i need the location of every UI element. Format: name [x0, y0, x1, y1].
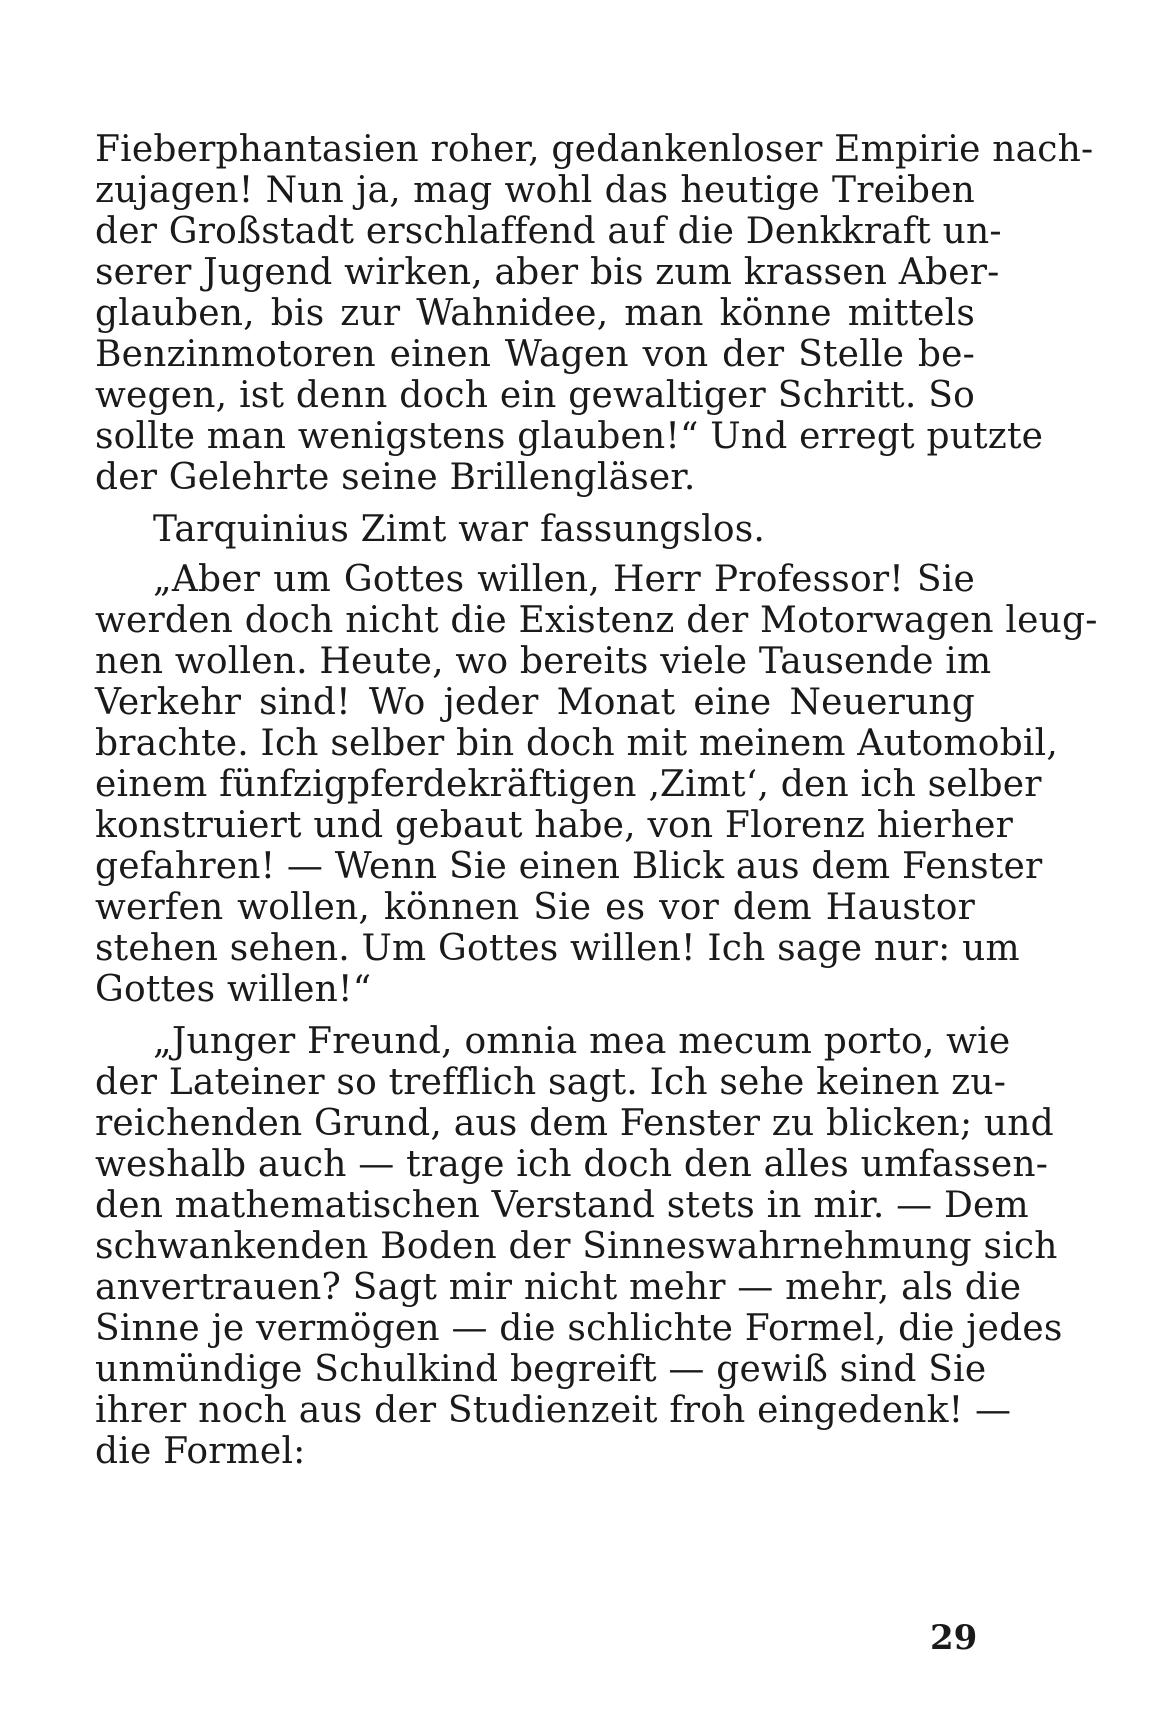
- text-line: gefahren! — Wenn Sie einen Blick aus dem Fenster: [95, 846, 1043, 887]
- text-line: Sinne je vermögen — die schlichte Formel, die jedes: [95, 1308, 1063, 1349]
- text-line: den mathematischen Verstand stets in mir. — Dem: [95, 1185, 1029, 1226]
- text-line: zujagen! Nun ja, mag wohl das heutige Treiben: [95, 170, 975, 211]
- text-line: der Großstadt erschlaffend auf die Denkkraft un-: [95, 211, 1002, 252]
- text-line: ihrer noch aus der Studienzeit froh eingedenk! —: [95, 1390, 1012, 1431]
- book-page: [95, 0, 1098, 1724]
- text-line: stehen sehen. Um Gottes willen! Ich sage nur: um: [95, 928, 1020, 969]
- text-line: „Junger Freund, omnia mea mecum porto, wie: [153, 1021, 1011, 1062]
- page-number: 29: [930, 1618, 978, 1658]
- text-line: glauben, bis zur Wahnidee, man könne mittels: [95, 293, 975, 334]
- text-line: sollte man wenigstens glauben!“ Und erregt putzte: [95, 416, 1044, 457]
- text-line: einem fünfzigpferdekräftigen ‚Zimt‘, den ich selber: [95, 764, 1042, 805]
- text-line: reichenden Grund, aus dem Fenster zu blicken; und: [95, 1103, 1054, 1144]
- text-line: Benzinmotoren einen Wagen von der Stelle be-: [95, 334, 975, 375]
- text-line: konstruiert und gebaut habe, von Florenz hierher: [95, 805, 1014, 846]
- text-line: schwankenden Boden der Sinneswahrnehmung sich: [95, 1226, 1058, 1267]
- text-line: Gottes willen!“: [95, 969, 372, 1010]
- text-line: anvertrauen? Sagt mir nicht mehr — mehr, als die: [95, 1267, 1022, 1308]
- text-line: serer Jugend wirken, aber bis zum krassen Aber-: [95, 252, 1000, 293]
- text-line: der Gelehrte seine Brillengläser.: [95, 457, 696, 498]
- text-line: „Aber um Gottes willen, Herr Professor! Sie: [153, 559, 975, 600]
- text-line: brachte. Ich selber bin doch mit meinem Automobil,: [95, 723, 1058, 764]
- text-line: nen wollen. Heute, wo bereits viele Tausende im: [95, 641, 992, 682]
- text-line: werden doch nicht die Existenz der Motorwagen leug-: [95, 600, 1098, 641]
- text-line: der Lateiner so trefflich sagt. Ich sehe keinen zu-: [95, 1062, 1007, 1103]
- text-line: werfen wollen, können Sie es vor dem Haustor: [95, 887, 975, 928]
- text-line: Verkehr sind! Wo jeder Monat eine Neuerung: [95, 682, 975, 723]
- text-line: Tarquinius Zimt war fassungslos.: [153, 509, 766, 550]
- text-line: weshalb auch — trage ich doch den alles umfassen-: [95, 1144, 1049, 1185]
- text-line: die Formel:: [95, 1431, 306, 1472]
- text-line: wegen, ist denn doch ein gewaltiger Schritt. So: [95, 375, 975, 416]
- text-line: Fieberphantasien roher, gedankenloser Empirie nach-: [95, 129, 1094, 170]
- text-line: unmündige Schulkind begreift — gewiß sind Sie: [95, 1349, 987, 1390]
